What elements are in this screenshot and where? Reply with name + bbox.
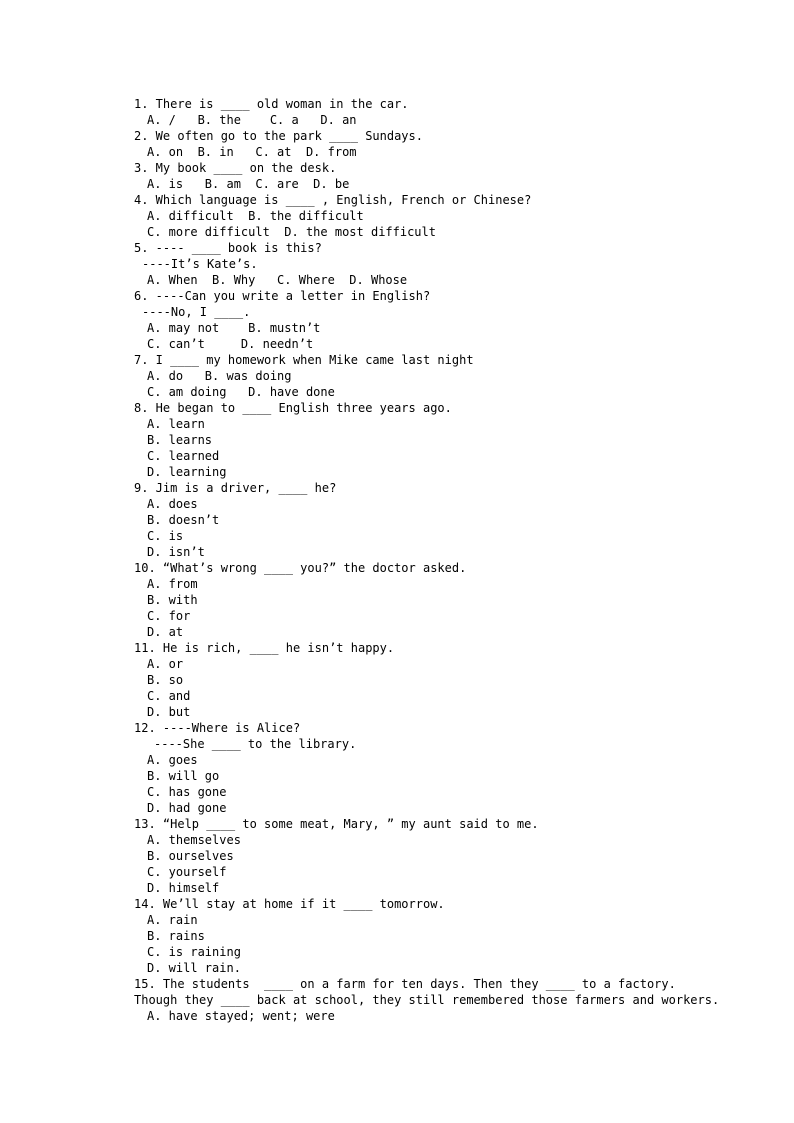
answer-option: B. learns (147, 433, 213, 447)
answer-option: D. will rain. (147, 961, 241, 975)
question-text: 12. ----Where is Alice? (134, 721, 301, 735)
question-13 (134, 816, 754, 896)
answer-option: C. learned (147, 449, 220, 463)
question-11 (134, 640, 754, 720)
question-text-continued: Though they ____ back at school, they still remembered those farmers and workers. (134, 993, 720, 1007)
answer-option: D. himself (147, 881, 220, 895)
answer-option: A. is B. am C. are D. be (147, 177, 350, 191)
answer-option: A. difficult B. the difficult (147, 209, 364, 223)
answer-option: C. and (147, 689, 191, 703)
question-12 (134, 720, 754, 816)
answer-option: D. learning (147, 465, 227, 479)
question-1 (134, 96, 754, 128)
answer-option: C. am doing D. have done (147, 385, 335, 399)
answer-option: D. but (147, 705, 191, 719)
question-text: 11. He is rich, ____ he isn’t happy. (134, 641, 395, 655)
answer-option: A. do B. was doing (147, 369, 292, 383)
question-2 (134, 128, 754, 160)
answer-option: D. at (147, 625, 184, 639)
dialogue-line: ----No, I ____. (142, 305, 251, 319)
question-8 (134, 400, 754, 480)
question-9 (134, 480, 754, 560)
answer-option: B. will go (147, 769, 220, 783)
question-4 (134, 192, 754, 240)
answer-option: A. learn (147, 417, 205, 431)
answer-option: B. rains (147, 929, 205, 943)
answer-option: A. rain (147, 913, 198, 927)
answer-option: B. ourselves (147, 849, 234, 863)
question-text: 4. Which language is ____ , English, French or Chinese? (134, 193, 532, 207)
question-15 (134, 976, 754, 1024)
question-10 (134, 560, 754, 640)
answer-option: C. has gone (147, 785, 227, 799)
question-3 (134, 160, 754, 192)
answer-option: A. from (147, 577, 198, 591)
question-7 (134, 352, 754, 400)
answer-option: C. is raining (147, 945, 241, 959)
question-5 (134, 240, 754, 288)
answer-option: A. themselves (147, 833, 241, 847)
dialogue-line: ----She ____ to the library. (154, 737, 357, 751)
answer-option: C. for (147, 609, 191, 623)
answer-option: A. may not B. mustn’t (147, 321, 321, 335)
question-text: 2. We often go to the park ____ Sundays. (134, 129, 423, 143)
answer-option: A. does (147, 497, 198, 511)
worksheet (134, 96, 754, 1024)
question-text: 9. Jim is a driver, ____ he? (134, 481, 337, 495)
answer-option: A. on B. in C. at D. from (147, 145, 357, 159)
question-text: 13. “Help ____ to some meat, Mary, ” my aunt said to me. (134, 817, 539, 831)
answer-option: A. goes (147, 753, 198, 767)
answer-option: A. / B. the C. a D. an (147, 113, 357, 127)
dialogue-line: ----It’s Kate’s. (142, 257, 258, 271)
question-6 (134, 288, 754, 352)
question-text: 5. ---- ____ book is this? (134, 241, 322, 255)
answer-option: C. can’t D. needn’t (147, 337, 314, 351)
answer-option: A. When B. Why C. Where D. Whose (147, 273, 408, 287)
answer-option: A. have stayed; went; were (147, 1009, 335, 1023)
answer-option: C. more difficult D. the most difficult (147, 225, 436, 239)
question-text: 6. ----Can you write a letter in English? (134, 289, 431, 303)
question-text: 8. He began to ____ English three years ago. (134, 401, 452, 415)
answer-option: C. yourself (147, 865, 227, 879)
answer-option: B. with (147, 593, 198, 607)
answer-option: C. is (147, 529, 184, 543)
answer-option: B. doesn’t (147, 513, 220, 527)
question-14 (134, 896, 754, 976)
question-text: 10. “What’s wrong ____ you?” the doctor asked. (134, 561, 467, 575)
answer-option: A. or (147, 657, 184, 671)
answer-option: D. isn’t (147, 545, 205, 559)
answer-option: D. had gone (147, 801, 227, 815)
question-text: 3. My book ____ on the desk. (134, 161, 337, 175)
question-text: 7. I ____ my homework when Mike came last night (134, 353, 474, 367)
question-text: 15. The students ____ on a farm for ten days. Then they ____ to a factory. (134, 977, 676, 991)
question-text: 14. We’ll stay at home if it ____ tomorrow. (134, 897, 445, 911)
question-text: 1. There is ____ old woman in the car. (134, 97, 409, 111)
answer-option: B. so (147, 673, 184, 687)
